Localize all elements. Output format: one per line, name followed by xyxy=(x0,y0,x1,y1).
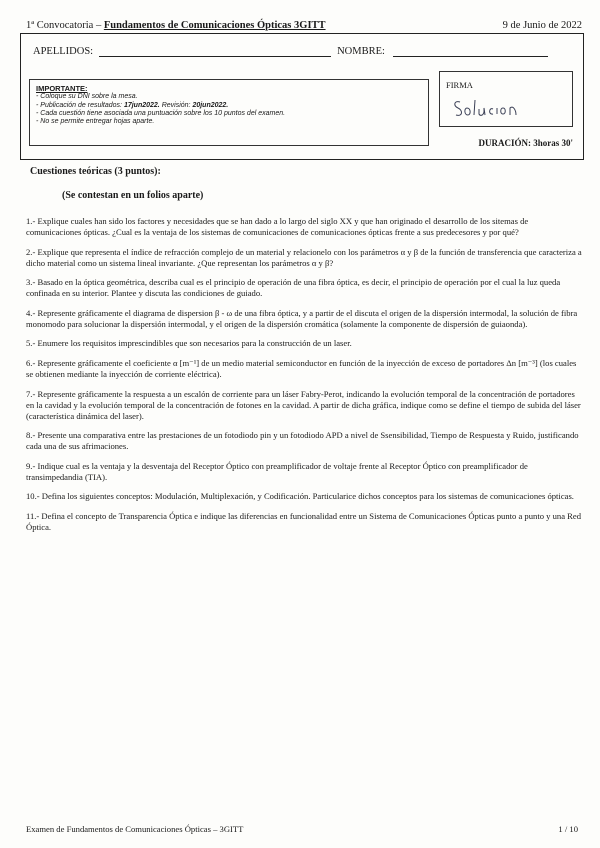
notice-item: - No se permite entregar hojas aparte. xyxy=(36,118,155,126)
question-item: 5.- Enumere los requisitos imprescindibles que son necesarios para la construcción de un laser. xyxy=(26,338,352,349)
review-date: 20jun2022. xyxy=(192,101,229,109)
question-item: 9.- Indique cual es la ventaja y la desventaja del Receptor Óptico con preamplificador de voltaje frente al Receptor Óptico con preamplificador de transimpedandia (TIA). xyxy=(26,460,528,482)
name-row xyxy=(33,46,573,57)
apellidos-field[interactable] xyxy=(99,46,331,57)
nombre-field[interactable] xyxy=(393,46,548,57)
exam-name: Fundamentos de Comunicaciones Ópticas 3GITT xyxy=(103,20,326,31)
student-info-box xyxy=(20,33,584,160)
question-item: 8.- Presente una comparativa entre las prestaciones de un fotodiodo pin y un fotodiodo APD a nivel de Ssensibilidad, Tiempo de Respuesta y Ruido, justificando cada una de sus afrimaciones. xyxy=(26,430,579,452)
question-item: 4.- Represente gráficamente el diagrama de dispersion β - ω de una fibra óptica, y a partir de el discuta el origen de la dispersión intermodal, la solución de fibra monomodo para solucionar la dispersión intermodal, y el origen de la dispersión cromática (solamente la componente de dispersión de guiaonda). xyxy=(26,307,578,329)
question-item: 6.- Represente gráficamente el coeficiente α [m⁻¹] de un medio material semiconductor en función de la inyección de exceso de portadores Δn [m⁻³] (los cuales se obtienen mediante la inyección de corriente eléctrica). xyxy=(26,357,577,379)
notice-item-text: Revisión: xyxy=(159,101,193,109)
important-notice xyxy=(29,79,429,146)
page-number: 1 / 10 xyxy=(558,824,578,834)
signature-box[interactable] xyxy=(439,71,573,127)
footer-text: Examen de Fundamentos de Comunicaciones Ópticas – 3GITT xyxy=(26,824,244,834)
notice-item: - Coloque su DNI sobre la mesa. xyxy=(36,93,138,101)
notice-item-text: - Publicación de resultados: xyxy=(36,101,124,109)
question-item: 7.- Represente gráficamente la respuesta a un escalón de corriente para un láser Fabry-Perot, indicando la evolución temporal de la concentración de portadores en la cavidad y la evolución temporal de la concentración de fotones en la cavidad. A partir de dicha gráfica, indique como se define el tiempo de subida del láser (característica dinámica del laser). xyxy=(26,388,581,421)
section-title: Cuestiones teóricas (3 puntos): xyxy=(30,166,161,177)
exam-title xyxy=(26,20,326,31)
important-title: IMPORTANTE: xyxy=(36,84,88,93)
section-subtitle: (Se contestan en un folios aparte) xyxy=(62,190,204,201)
question-item: 2.- Explique que representa el índice de refracción complejo de un material y relacionelo con los parámetros α y β de la función de transferencia que caracteriza a dicho material como un sistema lineal invariante. ¿Que representan los parámetros α y β? xyxy=(26,246,582,268)
notice-item xyxy=(36,102,422,110)
question-item: 10.- Defina los siguientes conceptos: Modulación, Multiplexación, y Codificación. Particularice dichos conceptos para los sistemas de comunicaciones ópticas. xyxy=(26,491,574,502)
question-item: 3.- Basado en la óptica geométrica, describa cual es el principio de operación de una fibra óptica, es decir, el principio de operación por el cual la luz queda confinada en su interior. Plantee y discuta las condiciones de guiado. xyxy=(26,277,561,299)
question-list xyxy=(26,216,583,542)
nombre-label: NOMBRE: xyxy=(337,46,385,57)
duration-label: DURACIÓN: 3horas 30' xyxy=(478,138,573,148)
exam-date: 9 de Junio de 2022 xyxy=(502,20,582,31)
page-footer xyxy=(26,824,578,834)
handwritten-signature xyxy=(450,90,532,122)
apellidos-label: APELLIDOS: xyxy=(33,46,94,57)
question-item: 1.- Explique cuales han sido los factores y necesidades que se han dado a lo largo del siglo XX y que han originado el desarrollo de los sitemas de comunicaciones ópticas. ¿Cual es la ventaja de los sistemas de comunicaciones de comunicaciones ópticas frente a sus predecesores y por qué? xyxy=(26,216,529,237)
exam-header xyxy=(26,20,582,31)
question-item: 11.- Defina el concepto de Transparencia Óptica e indique las diferencias en funcionalidad entre un Sistema de Comunicaciones Ópticas punto a punto y una Red Óptica. xyxy=(26,510,582,532)
notice-item: - Cada cuestión tiene asociada una puntuación sobre los 10 puntos del examen. xyxy=(36,109,286,117)
convocatoria-label: 1ª Convocatoria – xyxy=(26,20,102,31)
results-date: 17jun2022. xyxy=(123,101,160,109)
firma-label: FIRMA xyxy=(446,80,473,90)
